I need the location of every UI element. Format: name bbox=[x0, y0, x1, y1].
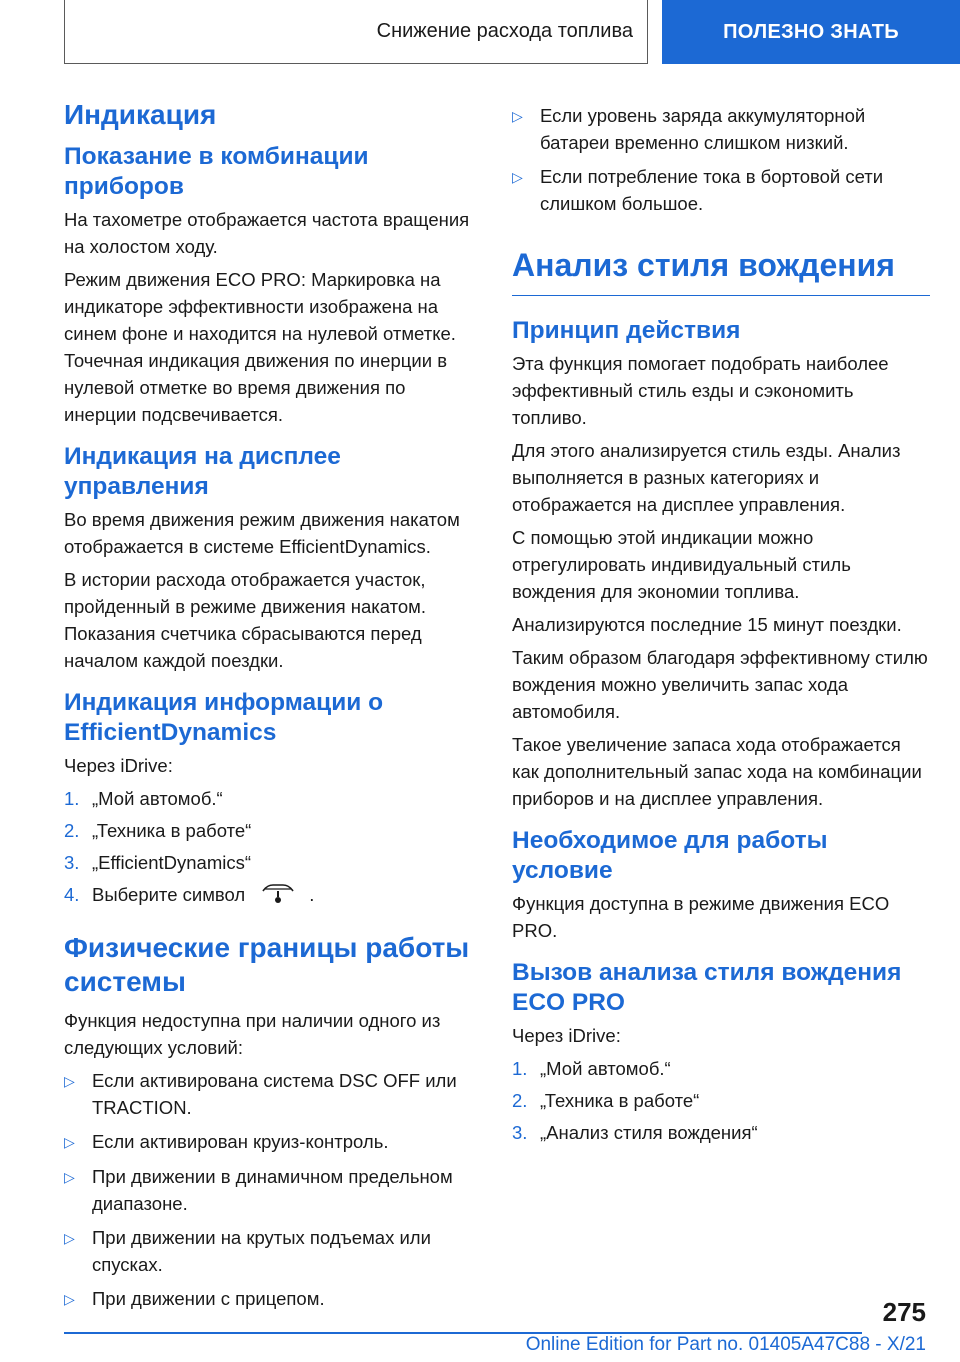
heading-indication: Индикация bbox=[64, 99, 217, 130]
page-number: 275 bbox=[882, 1297, 926, 1327]
efficient-dynamics-car-icon bbox=[261, 882, 295, 911]
condition-text: Если активирован круиз-контроль. bbox=[92, 1130, 389, 1152]
condition-text: Если активирована система DSC OFF или TRACTION. bbox=[92, 1069, 457, 1118]
paragraph: Анализируются последние 15 минут поездки. bbox=[512, 614, 902, 635]
triangle-right-icon: ▷ bbox=[64, 1072, 75, 1089]
paragraph: В истории расхода отображается участок, пройденный в режиме движения накатом. Показания счетчика сбрасываются перед началом каждой поездки. bbox=[64, 569, 427, 671]
header-chapter-text: ПОЛЕЗНО ЗНАТЬ bbox=[723, 20, 899, 43]
triangle-right-icon: ▷ bbox=[512, 169, 523, 185]
step-number: 1. bbox=[64, 788, 80, 809]
list-item bbox=[64, 1163, 480, 1217]
list-item bbox=[64, 849, 480, 876]
paragraph: На тахометре отображается частота вращения на холостом ходу. bbox=[64, 209, 470, 257]
paragraph: Через iDrive: bbox=[64, 755, 173, 776]
header-chapter-tab bbox=[662, 0, 960, 64]
step-tail: . bbox=[309, 884, 315, 905]
paragraph: Режим движения ECO PRO: Маркировка на индикаторе эффективности изображена на синем фоне и находится на нулевой отметке. Точечная индикация движения по инерции в нулевой отметке во время движения по инерции подсвечивается. bbox=[64, 269, 456, 425]
condition-text: Если уровень заряда аккумуляторной батареи временно слишком низкий. bbox=[540, 105, 866, 153]
triangle-right-icon: ▷ bbox=[64, 1168, 75, 1185]
step-text: „Мой автомоб.“ bbox=[92, 788, 223, 809]
step-text: Выберите символ bbox=[92, 884, 246, 905]
paragraph: Для этого анализируется стиль езды. Анализ выполняется в разных категориях и отображается на дисплее управления. bbox=[512, 440, 901, 515]
paragraph: Во время движения режим движения накатом отображается в системе EfficientDynamics. bbox=[64, 509, 460, 557]
step-number: 3. bbox=[512, 1122, 528, 1143]
header-section-title bbox=[64, 0, 648, 64]
list-item bbox=[512, 102, 930, 156]
heading-principle: Принцип действия bbox=[512, 317, 741, 344]
heading-system-limits: Физические границы работы системы bbox=[64, 931, 470, 997]
edition-footer: Online Edition for Part no. 01405A47C88 - X/21 bbox=[525, 1334, 926, 1355]
heading-control-display: Индикация на дисплее управления bbox=[64, 443, 341, 500]
step-text-with-symbol bbox=[92, 881, 480, 911]
step-number: 4. bbox=[64, 884, 80, 905]
triangle-right-icon: ▷ bbox=[64, 1133, 75, 1150]
conditions-list-continued bbox=[512, 102, 930, 217]
conditions-list bbox=[64, 1067, 480, 1313]
list-item bbox=[64, 881, 480, 911]
condition-text: При движении в динамичном предельном диапазоне. bbox=[92, 1165, 453, 1214]
condition-text: При движении с прицепом. bbox=[92, 1287, 325, 1309]
triangle-right-icon: ▷ bbox=[64, 1229, 75, 1246]
heading-cluster-display: Показание в комбинации приборов bbox=[64, 143, 369, 200]
heading-call-eco-pro-analysis: Вызов анализа стиля вождения ECO PRO bbox=[512, 959, 902, 1016]
right-column bbox=[512, 102, 930, 1151]
paragraph: Таким образом благодаря эффективному стилю вождения можно увеличить запас хода автомобиля. bbox=[512, 647, 928, 722]
heading-required-condition: Необходимое для работы условие bbox=[512, 827, 828, 884]
list-item bbox=[64, 1285, 480, 1313]
paragraph: С помощью этой индикации можно отрегулировать индивидуальный стиль вождения для экономии топлива. bbox=[512, 527, 851, 602]
heading-driving-style-analysis: Анализ стиля вождения bbox=[512, 245, 930, 296]
step-text: „EfficientDynamics“ bbox=[92, 852, 252, 873]
step-number: 2. bbox=[512, 1090, 528, 1111]
triangle-right-icon: ▷ bbox=[64, 1290, 75, 1307]
step-text: „Мой автомоб.“ bbox=[540, 1058, 671, 1079]
idrive-steps-list bbox=[512, 1055, 930, 1146]
step-number: 3. bbox=[64, 852, 80, 873]
step-number: 2. bbox=[64, 820, 80, 841]
header-section-title-text: Снижение расхода топлива bbox=[376, 20, 633, 42]
step-number: 1. bbox=[512, 1058, 528, 1079]
list-item bbox=[64, 1128, 480, 1156]
paragraph: Через iDrive: bbox=[512, 1025, 621, 1046]
paragraph: Такое увеличение запаса хода отображается как дополнительный запас хода на комбинации приборов и на дисплее управления. bbox=[512, 734, 922, 809]
heading-efficientdynamics-info: Индикация информации о EfficientDynamics bbox=[64, 689, 384, 746]
list-item bbox=[512, 1087, 930, 1114]
triangle-right-icon: ▷ bbox=[512, 108, 523, 124]
list-item bbox=[64, 1224, 480, 1278]
step-text: „Техника в работе“ bbox=[540, 1090, 700, 1111]
step-text: „Анализ стиля вождения“ bbox=[540, 1122, 758, 1143]
paragraph: Функция доступна в режиме движения ECO PRO. bbox=[512, 893, 890, 941]
list-item bbox=[512, 1119, 930, 1146]
list-item bbox=[64, 817, 480, 844]
list-item bbox=[512, 1055, 930, 1082]
step-text: „Техника в работе“ bbox=[92, 820, 252, 841]
paragraph: Эта функция помогает подобрать наиболее эффективный стиль езды и сэкономить топливо. bbox=[512, 353, 889, 428]
list-item bbox=[512, 163, 930, 217]
list-item bbox=[64, 1067, 480, 1121]
idrive-steps-list bbox=[64, 785, 480, 911]
condition-text: Если потребление тока в бортовой сети слишком большое. bbox=[540, 166, 884, 214]
list-item bbox=[64, 785, 480, 812]
condition-text: При движении на крутых подъемах или спусках. bbox=[92, 1226, 431, 1275]
left-column bbox=[64, 96, 480, 1320]
paragraph: Функция недоступна при наличии одного из следующих условий: bbox=[64, 1009, 441, 1058]
